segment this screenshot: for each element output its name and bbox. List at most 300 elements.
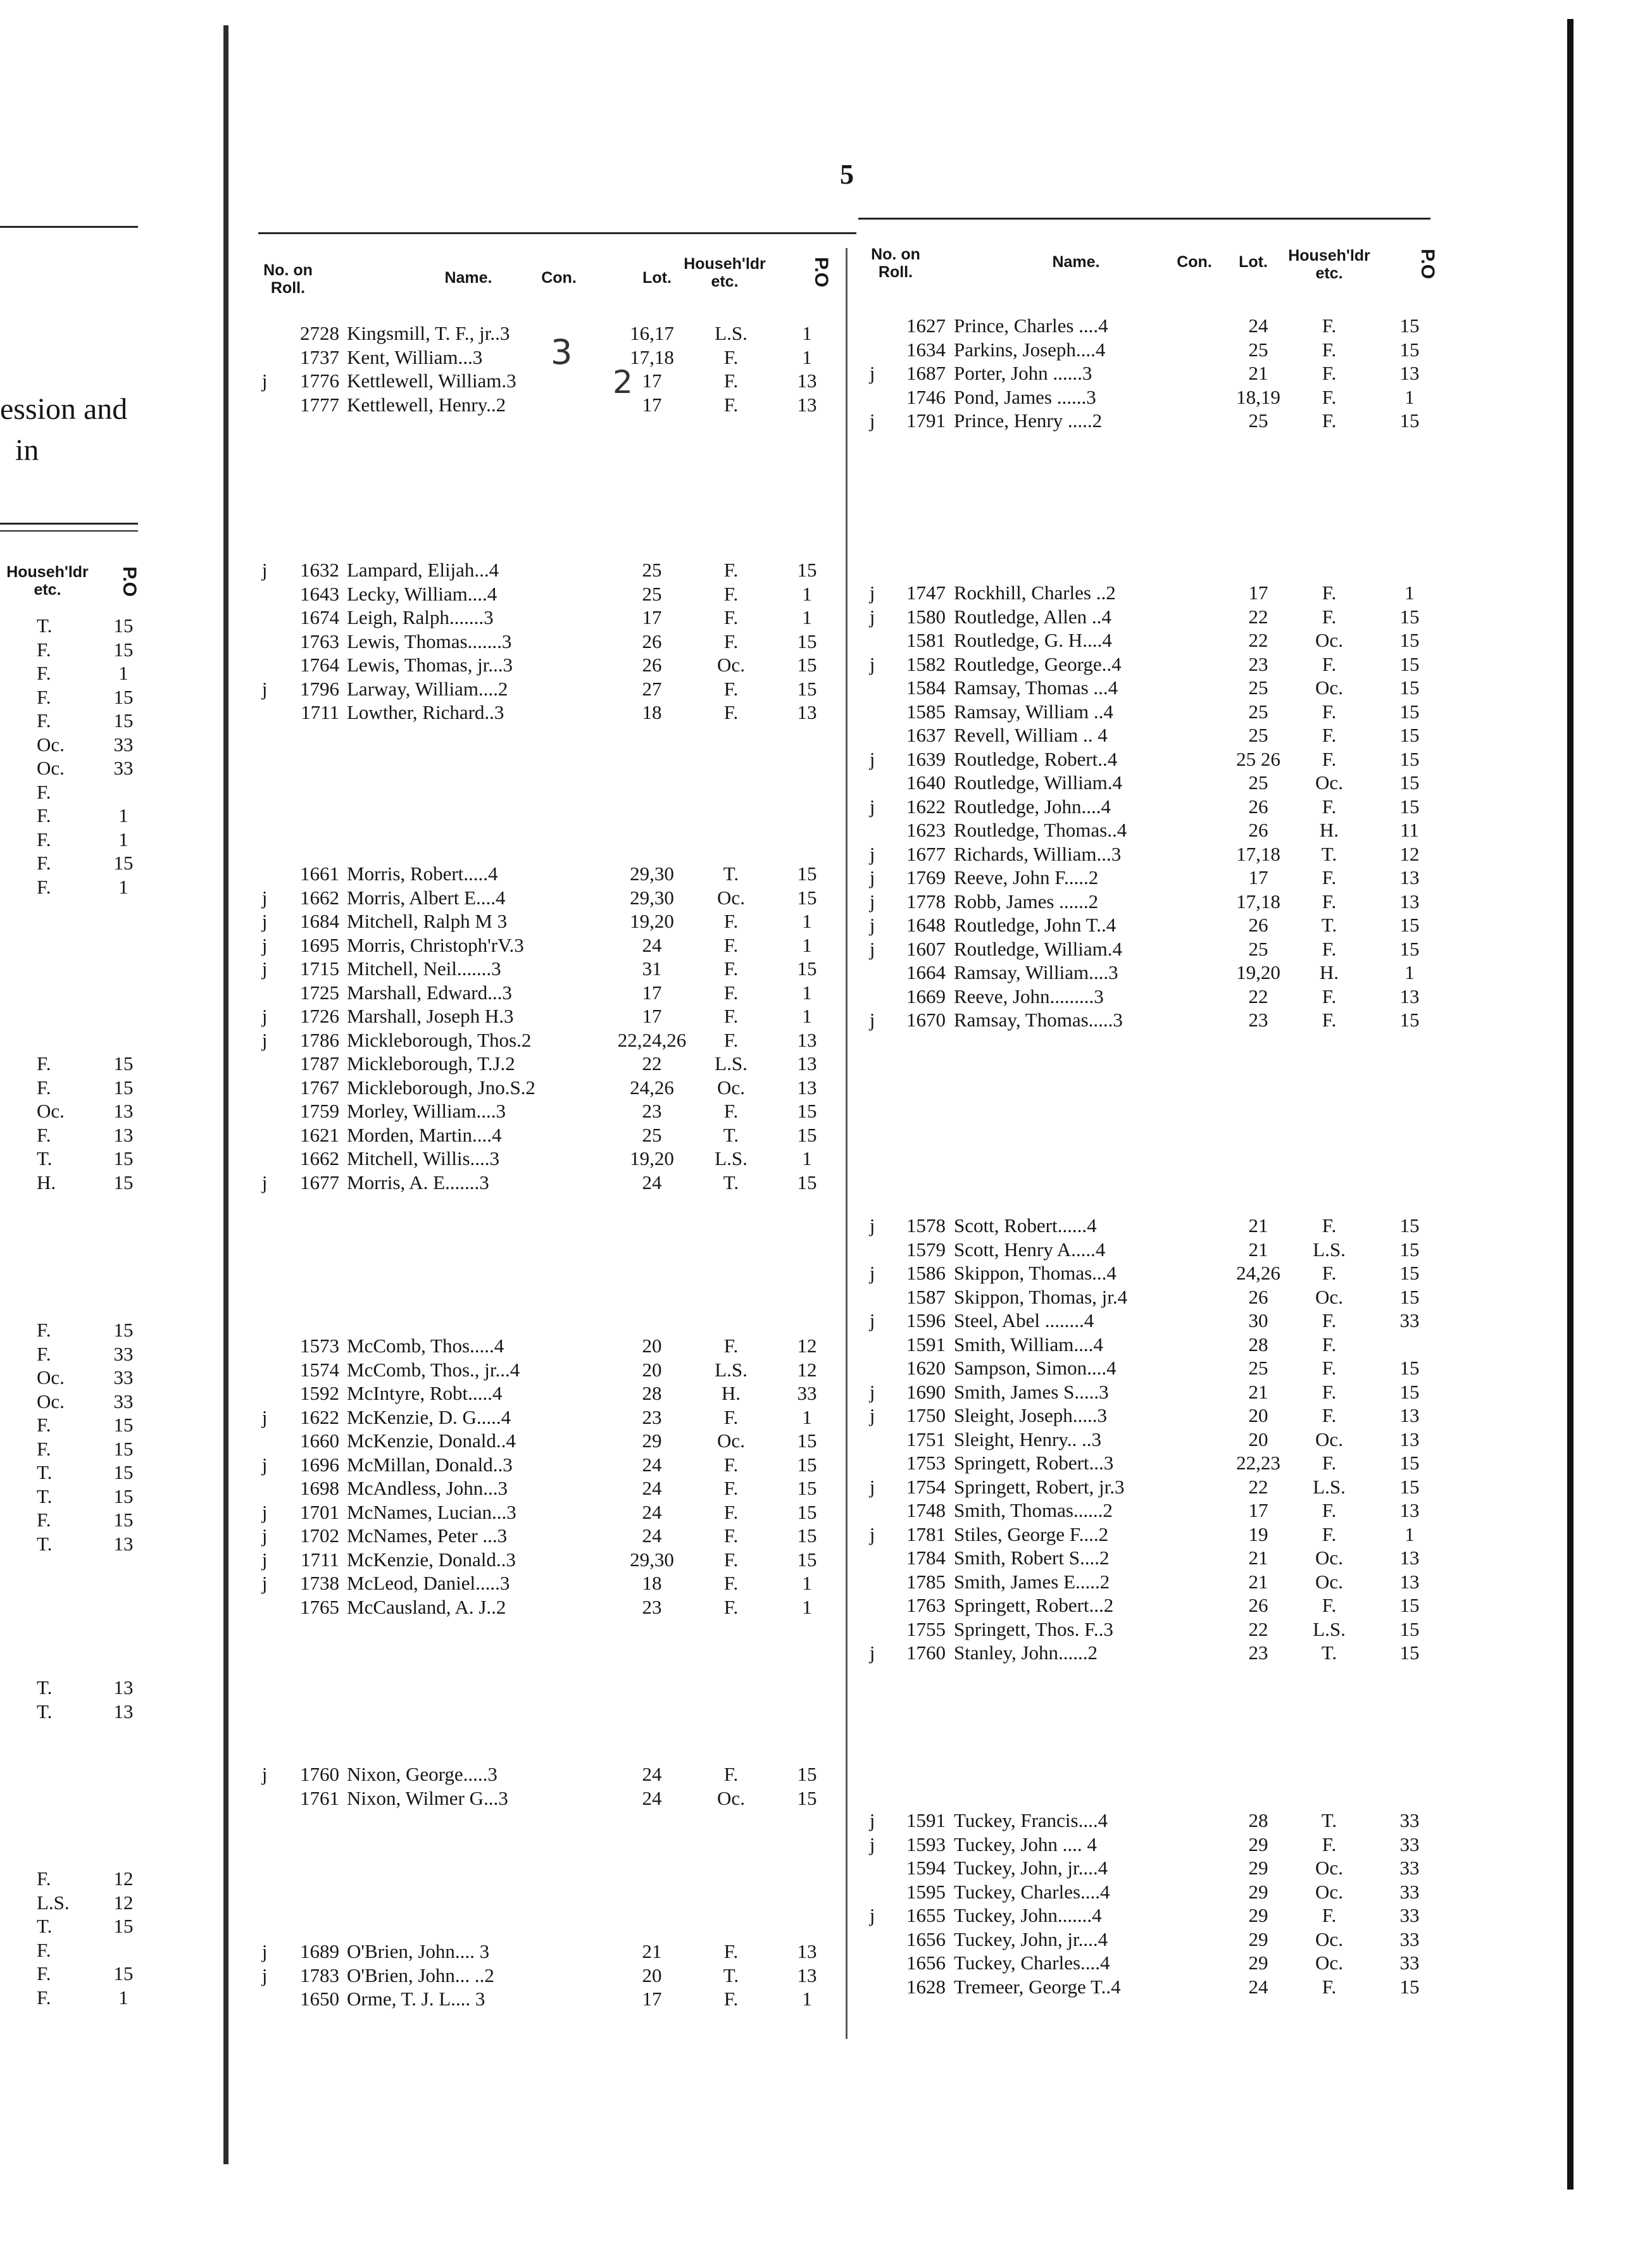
row-household: F. [723, 1572, 739, 1594]
row-po: 1 [802, 582, 812, 605]
table-row [253, 886, 842, 910]
row-name: Morris, Christoph'rV.3 [347, 933, 524, 956]
row-household: F. [1322, 937, 1337, 960]
fragment-household: F. [37, 1962, 51, 1984]
table-row [861, 1856, 1449, 1880]
row-roll-number: 1582 [906, 652, 946, 675]
row-roll-number: 1607 [906, 937, 946, 960]
header-po: P.O [1417, 249, 1438, 279]
row-roll-number: 1669 [906, 985, 946, 1007]
row-name: Robb, James ......2 [954, 890, 1099, 913]
fragment-header-household [0, 563, 95, 599]
row-lot: 18,19 [1236, 385, 1280, 408]
row-name: Mickleborough, T.J.2 [347, 1052, 515, 1075]
row-roll-number: 1591 [906, 1809, 946, 1831]
fragment-row [0, 1171, 165, 1195]
fragment-po: 1 [118, 804, 128, 826]
row-name: Tuckey, Charles....4 [954, 1880, 1110, 1903]
row-roll-number: 1761 [300, 1786, 339, 1809]
row-name: Springett, Robert...2 [954, 1594, 1114, 1616]
table-row [861, 1617, 1449, 1642]
row-roll-number: 1785 [906, 1570, 946, 1593]
fragment-household: F. [37, 1414, 51, 1436]
table-row [253, 909, 842, 933]
table-row [253, 653, 842, 677]
row-roll-number: 1677 [300, 1171, 339, 1193]
fragment-household: F. [37, 1509, 51, 1531]
row-roll-number: 1639 [906, 747, 946, 770]
row-po: 15 [1399, 1262, 1420, 1284]
row-name: McKenzie, Donald..4 [347, 1430, 516, 1452]
row-j-marker: j [869, 362, 875, 384]
row-roll-number: 1632 [300, 559, 339, 581]
row-name: McComb, Thos.....4 [347, 1335, 504, 1357]
fragment-po: 33 [113, 1366, 134, 1388]
row-household: Oc. [1315, 1570, 1343, 1593]
fragment-row [0, 1390, 165, 1414]
fragment-row [0, 1147, 165, 1171]
header-name: Name. [444, 269, 492, 287]
row-j-marker: j [869, 747, 875, 770]
row-po: 1 [802, 1595, 812, 1618]
row-po: 15 [797, 957, 817, 980]
row-name: Routledge, Thomas..4 [954, 819, 1127, 841]
row-roll-number: 1627 [906, 315, 946, 337]
row-lot: 21 [1248, 1380, 1268, 1403]
row-name: Ramsay, Thomas ...4 [954, 676, 1118, 699]
row-name: Tuckey, John .... 4 [954, 1833, 1097, 1855]
row-lot: 17,18 [1236, 890, 1280, 913]
column-divider [846, 248, 848, 2039]
row-household: F. [723, 370, 739, 392]
row-roll-number: 1760 [906, 1642, 946, 1664]
row-household: F. [723, 1940, 739, 1962]
fragment-row [0, 780, 165, 804]
table-row [861, 723, 1449, 747]
table-row [861, 913, 1449, 937]
row-po: 15 [1399, 315, 1420, 337]
fragment-po: 15 [113, 638, 134, 661]
row-household: F. [1322, 605, 1337, 628]
row-roll-number: 1574 [300, 1358, 339, 1381]
fragment-row [0, 1052, 165, 1076]
row-roll-number: 1674 [300, 606, 339, 628]
fragment-household: F. [37, 1319, 51, 1341]
row-po: 1 [802, 1988, 812, 2010]
row-lot: 22 [1248, 985, 1268, 1007]
row-household: F. [1322, 582, 1337, 604]
table-row [253, 582, 842, 606]
row-lot: 21 [1248, 1214, 1268, 1237]
row-j-marker: j [869, 409, 875, 432]
row-lot: 21 [1248, 1238, 1268, 1261]
row-j-marker: j [869, 914, 875, 936]
top-rule-left [258, 232, 856, 234]
row-po: 15 [797, 654, 817, 676]
fragment-household: F. [37, 1938, 51, 1961]
row-po: 1 [802, 1572, 812, 1594]
fragment-po: 1 [118, 828, 128, 850]
header-household-line2: etc. [711, 273, 739, 290]
row-roll-number: 1584 [906, 676, 946, 699]
table-row [861, 747, 1449, 771]
row-j-marker: j [261, 370, 268, 392]
row-household: F. [1322, 1380, 1337, 1403]
header-no-on-roll-line2: Roll. [878, 263, 913, 281]
row-roll-number: 1578 [906, 1214, 946, 1237]
row-po: 12 [797, 1358, 817, 1381]
table-row [253, 1381, 842, 1405]
row-roll-number: 1796 [300, 677, 339, 700]
row-lot: 25 [1248, 724, 1268, 746]
row-lot: 23 [1248, 652, 1268, 675]
row-name: Smith, Robert S....2 [954, 1547, 1110, 1569]
table-row [861, 771, 1449, 795]
header-no-on-roll-line1: No. on [871, 246, 920, 263]
header-household-line1: Househ'ldr [684, 255, 766, 273]
row-roll-number: 1655 [906, 1904, 946, 1926]
row-j-marker: j [261, 886, 268, 909]
column-right [861, 234, 1449, 2069]
row-roll-number: 1592 [300, 1382, 339, 1404]
row-name: Kent, William...3 [347, 346, 483, 368]
row-name: Richards, William...3 [954, 842, 1122, 865]
fragment-household: Oc. [37, 757, 65, 779]
row-roll-number: 1620 [906, 1357, 946, 1379]
row-name: Morley, William....3 [347, 1100, 506, 1122]
row-household: Oc. [1315, 1428, 1343, 1450]
row-household: Oc. [717, 1430, 745, 1452]
row-lot: 24 [642, 1453, 662, 1476]
row-po: 15 [1399, 1214, 1420, 1237]
row-lot: 23 [642, 1100, 662, 1122]
row-j-marker: j [869, 1009, 875, 1031]
row-po: 1 [802, 933, 812, 956]
row-household: F. [723, 606, 739, 628]
row-lot: 29 [1248, 1857, 1268, 1879]
row-household: F. [723, 1028, 739, 1051]
row-po: 15 [1399, 700, 1420, 723]
row-name: Smith, Thomas......2 [954, 1499, 1113, 1521]
row-lot: 17 [642, 1988, 662, 2010]
row-roll-number: 1622 [906, 795, 946, 818]
row-roll-number: 1594 [906, 1857, 946, 1879]
header-household-line1: Househ'ldr [1288, 247, 1370, 265]
fragment-row [0, 875, 165, 899]
header-no-on-roll-line1: No. on [263, 261, 313, 279]
row-lot: 17 [1248, 582, 1268, 604]
fragment-row [0, 1366, 165, 1390]
row-name: Springett, Robert...3 [954, 1452, 1114, 1474]
row-household: F. [1322, 385, 1337, 408]
row-po: 15 [797, 1430, 817, 1452]
row-j-marker: j [869, 842, 875, 865]
fragment-household: F. [37, 662, 51, 684]
fragment-row [0, 828, 165, 852]
row-lot: 17 [642, 370, 662, 392]
table-row [253, 1358, 842, 1382]
row-po: 15 [797, 1786, 817, 1809]
row-roll-number: 1751 [906, 1428, 946, 1450]
fragment-household: F. [37, 1076, 51, 1099]
row-j-marker: j [261, 1500, 268, 1523]
row-lot: 19,20 [630, 1147, 674, 1169]
table-row [861, 961, 1449, 985]
fragment-household: F. [37, 709, 51, 732]
row-name: Routledge, John T..4 [954, 914, 1117, 936]
fragment-row [0, 1461, 165, 1485]
row-name: Morris, Robert.....4 [347, 863, 498, 885]
row-lot: 16,17 [630, 322, 674, 344]
fragment-household: F. [37, 1867, 51, 1890]
row-roll-number: 1591 [906, 1333, 946, 1355]
table-row [253, 1334, 842, 1358]
fragment-po: 13 [113, 1100, 134, 1122]
binding-edge-line [223, 25, 228, 2164]
row-roll-number: 1621 [300, 1123, 339, 1146]
row-roll-number: 1579 [906, 1238, 946, 1261]
row-household: F. [723, 582, 739, 605]
fragment-household: F. [37, 828, 51, 850]
row-roll-number: 1784 [906, 1547, 946, 1569]
table-row [861, 1975, 1449, 1999]
row-roll-number: 1595 [906, 1880, 946, 1903]
row-roll-number: 1662 [300, 886, 339, 909]
row-household: F. [1322, 724, 1337, 746]
row-lot: 19,20 [1236, 961, 1280, 983]
row-lot: 24 [642, 1500, 662, 1523]
row-name: Reeve, John F.....2 [954, 866, 1099, 888]
row-household: F. [723, 1595, 739, 1618]
row-lot: 25 26 [1236, 747, 1280, 770]
top-rule-right [858, 218, 1430, 220]
header-con: Con. [541, 269, 577, 287]
row-name: Lewis, Thomas.......3 [347, 630, 512, 652]
row-po: 15 [1399, 1238, 1420, 1261]
table-row [253, 1964, 842, 1988]
fragment-po: 15 [113, 1414, 134, 1436]
row-lot: 20 [642, 1964, 662, 1986]
row-name: Scott, Henry A.....4 [954, 1238, 1106, 1261]
row-po: 15 [1399, 605, 1420, 628]
row-po: 15 [1399, 1975, 1420, 1998]
row-roll-number: 1585 [906, 700, 946, 723]
row-roll-number: 1765 [300, 1595, 339, 1618]
row-j-marker: j [261, 957, 268, 980]
row-po: 15 [1399, 1009, 1420, 1031]
row-po: 13 [797, 393, 817, 416]
fragment-row [0, 1962, 165, 1986]
row-po: 15 [1399, 1617, 1420, 1640]
row-roll-number: 1781 [906, 1523, 946, 1545]
table-row [861, 628, 1449, 652]
row-household: T. [1321, 1809, 1337, 1831]
row-name: Routledge, George..4 [954, 652, 1122, 675]
row-name: Stanley, John......2 [954, 1642, 1098, 1664]
header-no-on-roll [253, 261, 323, 297]
row-lot: 29 [1248, 1952, 1268, 1974]
row-po: 13 [1399, 1547, 1420, 1569]
row-name: Routledge, Robert..4 [954, 747, 1118, 770]
fragment-household: T. [37, 1700, 53, 1723]
row-roll-number: 1698 [300, 1477, 339, 1499]
row-name: Smith, James E.....2 [954, 1570, 1110, 1593]
row-po: 13 [1399, 890, 1420, 913]
row-j-marker: j [261, 1940, 268, 1962]
row-household: Oc. [1315, 1928, 1343, 1950]
row-household: F. [723, 677, 739, 700]
table-row [861, 818, 1449, 842]
row-lot: 23 [642, 1595, 662, 1618]
row-household: F. [1322, 1333, 1337, 1355]
table-row [861, 1546, 1449, 1570]
row-household: F. [1322, 1262, 1337, 1284]
row-roll-number: 1711 [301, 701, 339, 723]
header-household [1282, 247, 1377, 282]
row-lot: 31 [642, 957, 662, 980]
fragment-household: T. [37, 614, 53, 637]
row-name: O'Brien, John.... 3 [347, 1940, 490, 1962]
row-lot: 24 [642, 1524, 662, 1547]
row-po: 12 [1399, 842, 1420, 865]
table-row [253, 862, 842, 886]
row-po: 1 [802, 346, 812, 368]
row-roll-number: 1587 [906, 1285, 946, 1308]
row-lot: 27 [642, 677, 662, 700]
row-roll-number: 1776 [300, 370, 339, 392]
row-name: Skippon, Thomas, jr.4 [954, 1285, 1128, 1308]
page-number: 5 [840, 159, 854, 190]
table-row [253, 677, 842, 701]
row-roll-number: 1787 [300, 1052, 339, 1075]
row-name: Mitchell, Willis....3 [347, 1147, 500, 1169]
table-row [861, 866, 1449, 890]
row-roll-number: 1763 [300, 630, 339, 652]
row-lot: 23 [1248, 1642, 1268, 1664]
table-row [861, 1880, 1449, 1904]
row-household: F. [1322, 795, 1337, 818]
row-name: Routledge, William.4 [954, 771, 1122, 794]
fragment-po: 12 [113, 1867, 134, 1890]
row-po: 13 [797, 701, 817, 723]
row-lot: 21 [642, 1940, 662, 1962]
row-po: 1 [802, 1405, 812, 1428]
fragment-row [0, 1700, 165, 1724]
row-po: 15 [1399, 676, 1420, 699]
row-name: Kingsmill, T. F., jr..3 [347, 322, 510, 344]
row-lot: 25 [642, 559, 662, 581]
fragment-po: 13 [113, 1676, 134, 1698]
row-lot: 23 [1248, 1009, 1268, 1031]
row-household: F. [723, 1405, 739, 1428]
row-lot: 20 [642, 1358, 662, 1381]
row-roll-number: 1786 [300, 1028, 339, 1051]
row-j-marker: j [869, 1833, 875, 1855]
fragment-row [0, 1318, 165, 1342]
table-row [861, 1238, 1449, 1262]
table-row [861, 890, 1449, 914]
row-lot: 28 [1248, 1333, 1268, 1355]
fragment-row [0, 1099, 165, 1123]
row-j-marker: j [869, 582, 875, 604]
row-j-marker: j [869, 1262, 875, 1284]
row-roll-number: 1754 [906, 1475, 946, 1498]
fragment-household: F. [37, 685, 51, 708]
row-po: 1 [1405, 385, 1415, 408]
row-household: Oc. [1315, 771, 1343, 794]
table-row [861, 581, 1449, 605]
row-po: 13 [1399, 362, 1420, 384]
table-row [861, 338, 1449, 362]
row-po: 15 [1399, 1380, 1420, 1403]
fragment-household: F. [37, 780, 51, 803]
row-lot: 29,30 [630, 863, 674, 885]
fragment-row [0, 1867, 165, 1891]
row-roll-number: 1696 [300, 1453, 339, 1476]
row-lot: 24 [642, 1786, 662, 1809]
row-household: F. [723, 1524, 739, 1547]
fragment-po: 15 [113, 1485, 134, 1507]
row-roll-number: 1650 [300, 1988, 339, 2010]
row-name: Orme, T. J. L.... 3 [347, 1988, 485, 2010]
row-household: T. [1321, 842, 1337, 865]
fragment-household: T. [37, 1461, 53, 1483]
row-po: 1 [802, 981, 812, 1004]
row-household: F. [723, 933, 739, 956]
fragment-household: T. [37, 1532, 53, 1555]
fragment-row [0, 709, 165, 733]
row-roll-number: 1670 [906, 1009, 946, 1031]
row-po: 15 [1399, 652, 1420, 675]
fragment-household: F. [37, 852, 51, 874]
row-po: 15 [797, 630, 817, 652]
row-name: Prince, Henry .....2 [954, 409, 1103, 432]
row-name: Ramsay, Thomas.....3 [954, 1009, 1123, 1031]
row-household: F. [1322, 700, 1337, 723]
row-lot: 25 [642, 1123, 662, 1146]
row-lot: 17 [1248, 866, 1268, 888]
row-lot: 19,20 [630, 910, 674, 932]
table-row [253, 1453, 842, 1477]
row-lot: 28 [1248, 1809, 1268, 1831]
row-name: Scott, Robert......4 [954, 1214, 1097, 1237]
row-po: 15 [797, 1500, 817, 1523]
row-lot: 22,23 [1236, 1452, 1280, 1474]
row-name: McCausland, A. J..2 [347, 1595, 506, 1618]
table-row [861, 361, 1449, 385]
row-roll-number: 1580 [906, 605, 946, 628]
header-lot: Lot. [642, 269, 672, 287]
row-po: 13 [797, 1028, 817, 1051]
fragment-text-line-1: ession and [0, 392, 128, 426]
row-name: Lampard, Elijah...4 [347, 559, 499, 581]
row-lot: 19 [1248, 1523, 1268, 1545]
row-household: F. [1322, 866, 1337, 888]
row-household: F. [1322, 652, 1337, 675]
row-lot: 24,26 [1236, 1262, 1280, 1284]
row-name: Mitchell, Neil.......3 [347, 957, 501, 980]
row-household: T. [723, 863, 739, 885]
fragment-rule-b [0, 530, 138, 532]
row-lot: 22,24,26 [617, 1028, 687, 1051]
table-row [253, 957, 842, 981]
row-name: McKenzie, D. G.....4 [347, 1405, 511, 1428]
row-roll-number: 1791 [906, 409, 946, 432]
table-row [253, 1987, 842, 2011]
fragment-household: F. [37, 1342, 51, 1365]
row-po: 33 [1399, 1857, 1420, 1879]
row-po: 15 [1399, 629, 1420, 651]
